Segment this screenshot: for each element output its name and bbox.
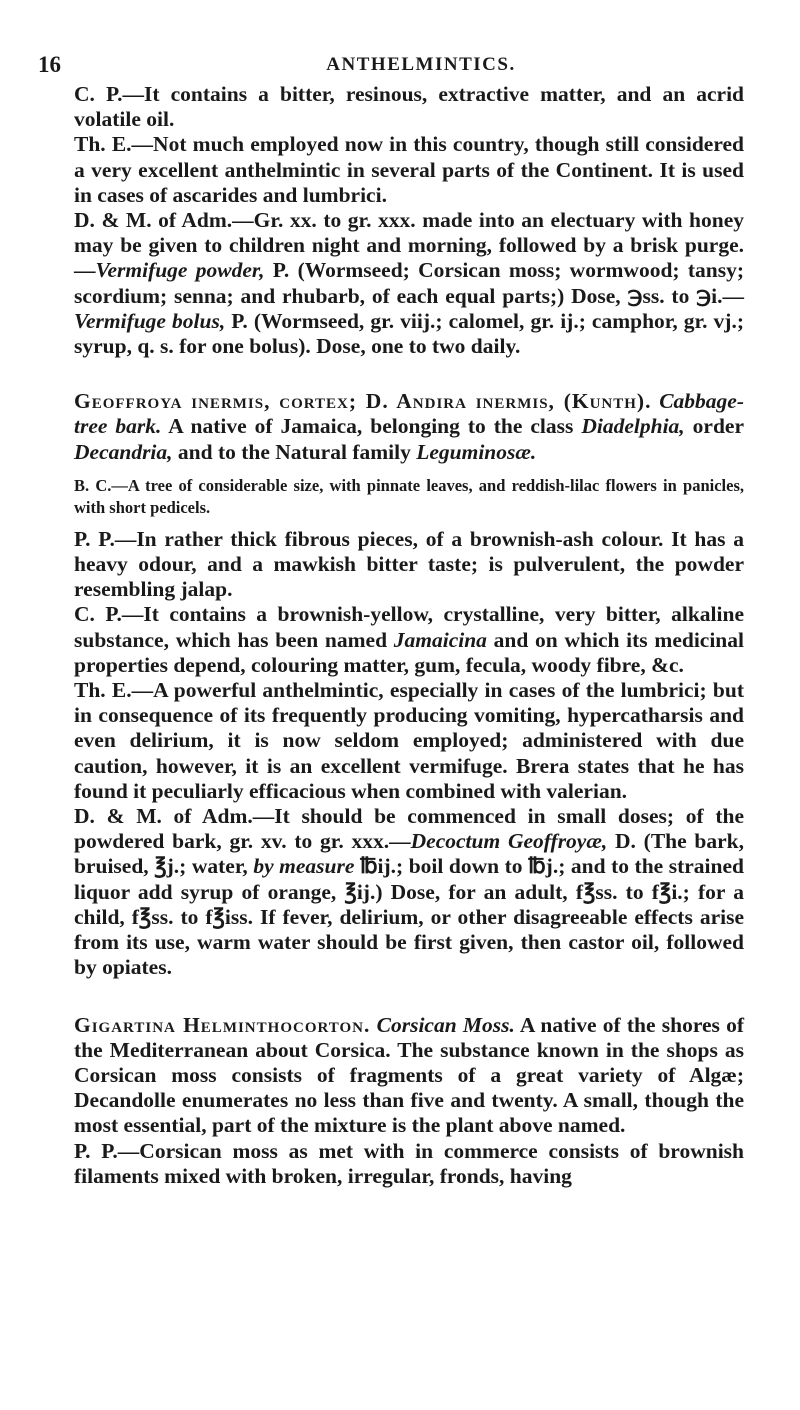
paragraph-th: Th. E.—Not much employed now in this country, though still considered a very excellent anthelmintic in several parts of the Continent. It is used in cases of ascarides and lumbrici. [74,132,744,207]
paragraph-cp: C. P.—It contains a bitter, resinous, extractive matter, and an acrid volatile oil. [74,82,744,132]
running-head [38,44,744,82]
paragraph-pp: P. P.—In rather thick fibrous pieces, of a brownish-ash colour. It has a heavy odour, and a mawkish bitter taste; is pulverulent, the powder resembling jalap. [74,526,744,602]
running-title: ANTHELMINTICS. [326,54,516,75]
section-gap [38,359,744,389]
entry-geoffroya [74,389,744,980]
paragraph-pp: P. P.—Corsican moss as met with in commerce consists of brownish filaments mixed with broken, irregular, fronds, having [74,1138,744,1188]
page-body [38,82,744,1189]
paragraph-dm: D. & M. of Adm.—It should be commenced in small doses; of the powdered bark, gr. xv. to gr. xxx.—Decoctum Geoffroyæ, D. (The bark, bruised, ℥j.; water, by measure ℔ij.; boil down to ℔j.; and to the strained liquor add syrup of orange, ℥ij.) Dose, for an adult, f℥ss. to f℥i.; for a child, f℥ss. to f℥iss. If fever, delirium, or other disagreeable effects arise from its use, warm water should be first given, then castor oil, followed by opiates. [74,804,745,980]
paragraph-dm: D. & M. of Adm.—Gr. xx. to gr. xxx. made into an electuary with honey may be given to children night and morning, followed by a brisk purge.—Vermifuge powder, P. (Wormseed; Corsican moss; wormwood; tansy; scordium; senna; and rhubarb, of each equal parts;) Dose, ℈ss. to ℈i.—Vermifuge bolus, P. (Wormseed, gr. viij.; calomel, gr. ij.; camphor, gr. vj.; syrup, q. s. for one bolus). Dose, one to two daily. [74,208,744,359]
paragraph-th: Th. E.—A powerful anthelmintic, especially in cases of the lumbrici; but in consequence of its frequently producing vomiting, hypercatharsis and even delirium, it is now seldom employed; administered with due caution, however, it is an excellent vermifuge. Brera states that he has found it peculiarly efficacious when combined with valerian. [74,678,744,803]
page-number: 16 [38,52,61,77]
entry-heading-gigartina: Gigartina Helminthocorton. Corsican Moss. A native of the shores of the Mediterranean about Corsica. The substance known in the shops as Corsican moss consists of fragments of a great variety of Algæ; Decandolle enumerates no less than five and twenty. A small, though the most essential, part of the mixture is the plant above named. [74,1012,745,1138]
paragraph-cp: C. P.—It contains a brownish-yellow, crystalline, very bitter, alkaline substance, which has been named Jamaicina and on which its medicinal properties depend, colouring matter, gum, fecula, woody fibre, &c. [74,602,744,677]
paragraph-bc: B. C.—A tree of considerable size, with pinnate leaves, and reddish-lilac flowers in panicles, with short pedicels. [74,475,744,517]
entry-gigartina [74,1013,744,1189]
section-gap [38,981,744,1013]
entry-continued [74,82,744,359]
entry-heading-geoffroya: Geoffroya inermis, cortex; D. Andira inermis, (Kunth). Cabbage-tree bark. A native of Jamaica, belonging to the class Diadelphia, order Decandria, and to the Natural family Leguminosæ. [74,389,745,464]
